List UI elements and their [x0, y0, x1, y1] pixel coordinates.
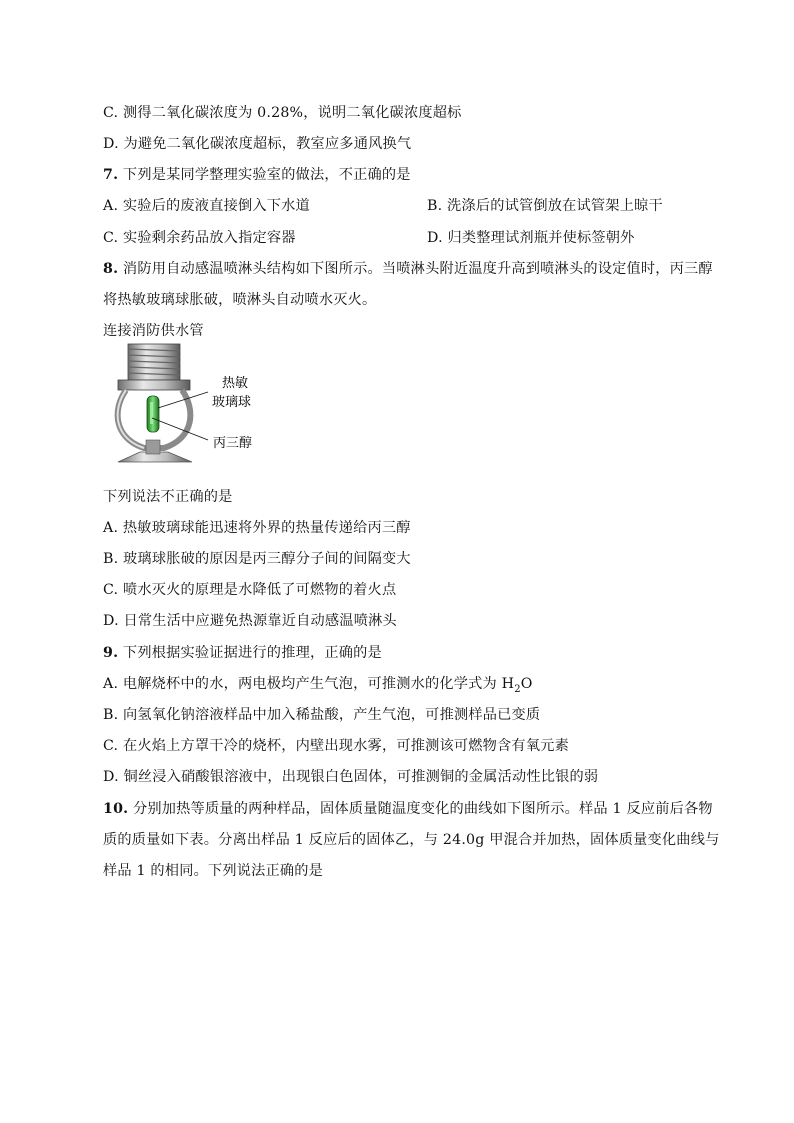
- q9-option-b: B. 向氢氧化钠溶液样品中加入稀盐酸，产生气泡，可推测样品已变质: [103, 707, 541, 723]
- q9-option-a: [103, 674, 533, 694]
- q7-option-c: C. 实验剩余药品放入指定容器: [103, 230, 296, 246]
- label-glycerol: 丙三醇: [213, 436, 253, 451]
- question-number: 9.: [103, 645, 119, 661]
- label-heat-sensitive: 热敏: [222, 376, 249, 391]
- q8-option-d: D. 日常生活中应避免热源靠近自动感温喷淋头: [103, 613, 397, 629]
- q8-stem-line1: [103, 259, 713, 279]
- q9-option-a-suffix: O: [520, 676, 533, 692]
- question-number: 8.: [103, 261, 119, 277]
- q8-stem-line2: 将热敏玻璃球胀破，喷淋头自动喷水灭火。: [103, 292, 377, 308]
- q9-option-a-text: A. 电解烧杯中的水，两电极均产生气泡，可推测水的化学式为 H: [103, 676, 515, 692]
- q10-stem-line1: [103, 799, 713, 819]
- q10-stem-line2: 质的质量如下表。分离出样品 1 反应后的固体乙，与 24.0g 甲混合并加热，固体质量变化曲线与: [103, 832, 720, 848]
- q8-option-a: A. 热敏玻璃球能迅速将外界的热量传递给丙三醇: [103, 520, 411, 536]
- q9-stem-text: 下列根据实验证据进行的推理，正确的是: [118, 645, 382, 661]
- subscript: 2: [514, 683, 521, 695]
- question-number: 7.: [103, 167, 119, 183]
- q6-option-c: C. 测得二氧化碳浓度为 0.28%，说明二氧化碳浓度超标: [103, 105, 462, 121]
- hex-nut: [118, 380, 190, 390]
- thread-connector: [128, 344, 180, 380]
- q10-stem-text: 分别加热等质量的两种样品，固体质量随温度变化的曲线如下图所示。样品 1 反应前后各物: [128, 801, 713, 817]
- q7-option-a: A. 实验后的废液直接倒入下水道: [103, 198, 310, 214]
- sprinkler-figure: [100, 340, 300, 475]
- q8-option-b: B. 玻璃球胀破的原因是丙三醇分子间的间隔变大: [103, 551, 411, 567]
- q9-option-d: D. 铜丝浸入硝酸银溶液中，出现银白色固体，可推测铜的金属活动性比银的弱: [103, 769, 599, 785]
- figure-caption: 连接消防供水管: [103, 323, 204, 339]
- q7-option-d: D. 归类整理试剂瓶并使标签朝外: [427, 230, 635, 246]
- label-glass-bulb: 玻璃球: [212, 395, 252, 410]
- q7-stem-text: 下列是某同学整理实验室的做法，不正确的是: [118, 167, 411, 183]
- q6-option-d: D. 为避免二氧化碳浓度超标，教室应多通风换气: [103, 136, 412, 152]
- q10-stem-line3: 样品 1 的相同。下列说法正确的是: [103, 863, 324, 879]
- q7-stem: [103, 165, 411, 185]
- q8-question: 下列说法不正确的是: [103, 489, 233, 505]
- q8-stem-text: 消防用自动感温喷淋头结构如下图所示。当喷淋头附近温度升高到喷淋头的设定值时，丙三醇: [118, 261, 713, 277]
- q8-option-c: C. 喷水灭火的原理是水降低了可燃物的着火点: [103, 582, 397, 598]
- q7-option-b: B. 洗涤后的试管倒放在试管架上晾干: [427, 198, 663, 214]
- question-number: 10.: [103, 801, 129, 817]
- q9-stem: [103, 643, 382, 663]
- q9-option-c: C. 在火焰上方罩干冷的烧杯，内壁出现水雾，可推测该可燃物含有氧元素: [103, 738, 569, 754]
